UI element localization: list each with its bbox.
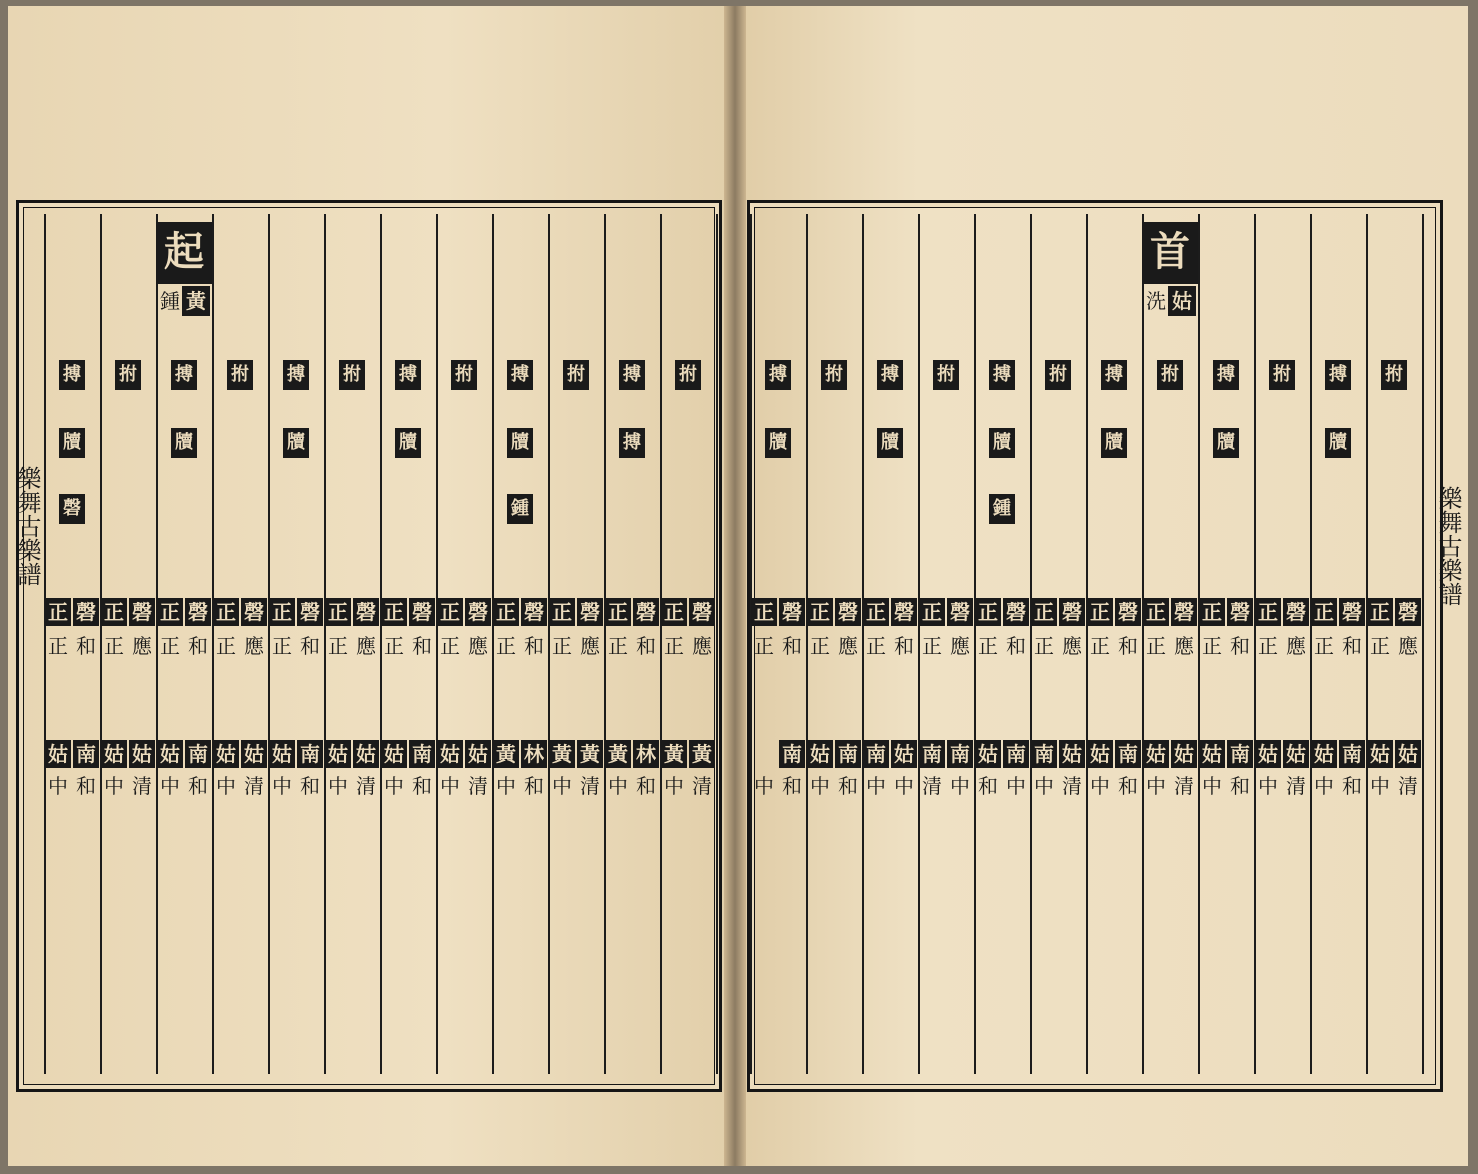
mode-cell: 和 [894,634,914,658]
pattern-cell: 搏 [283,360,309,390]
header-subtitle-white: 洗 [1146,289,1166,313]
mode-cell: 應 [580,634,600,658]
pattern-cell: 鍾 [507,494,533,524]
pitch-cell: 南 [185,740,211,768]
pitch-cell: 磬 [1171,598,1197,626]
pattern-cell: 搏 [171,360,197,390]
mode-cell: 清 [468,774,488,798]
pattern-cell: 拊 [1381,360,1407,390]
mode-cell: 正 [922,634,942,658]
mode-cell: 應 [950,634,970,658]
pitch-cell: 正 [45,598,71,626]
pattern-cell: 拊 [451,360,477,390]
mode-cell: 正 [48,634,68,658]
pattern-cell: 牘 [395,428,421,458]
pitch-cell: 姑 [353,740,379,768]
pitch-cell: 正 [1143,598,1169,626]
pitch-cell: 姑 [381,740,407,768]
pitch-cell: 磬 [73,598,99,626]
pitch-cell: 磬 [465,598,491,626]
pitch-cell: 南 [863,740,889,768]
pitch-cell: 姑 [241,740,267,768]
mode-cell: 和 [76,774,96,798]
column-rule [716,214,718,1074]
pattern-cell: 牘 [283,428,309,458]
pattern-cell: 拊 [563,360,589,390]
mode-cell: 清 [244,774,264,798]
pitch-cell: 磬 [633,598,659,626]
mode-cell: 和 [1118,634,1138,658]
pattern-cell: 拊 [227,360,253,390]
mode-cell: 和 [524,634,544,658]
pattern-cell: 牘 [989,428,1015,458]
pitch-cell: 姑 [129,740,155,768]
pitch-cell: 黃 [577,740,603,768]
pitch-cell: 正 [751,598,777,626]
mode-cell: 應 [244,634,264,658]
mode-cell: 中 [1034,774,1054,798]
mode-cell: 清 [922,774,942,798]
mode-cell: 和 [1230,774,1250,798]
pitch-cell: 磬 [689,598,715,626]
mode-cell: 正 [1258,634,1278,658]
mode-cell: 應 [1286,634,1306,658]
mode-cell: 清 [1286,774,1306,798]
pitch-cell: 正 [1367,598,1393,626]
pitch-cell: 磬 [577,598,603,626]
mode-cell: 應 [1062,634,1082,658]
pattern-cell: 搏 [1101,360,1127,390]
pitch-cell: 正 [1199,598,1225,626]
mode-cell: 中 [48,774,68,798]
pitch-cell: 林 [521,740,547,768]
pitch-cell: 南 [1227,740,1253,768]
pitch-cell: 正 [213,598,239,626]
pitch-cell: 磬 [779,598,805,626]
mode-cell: 和 [782,774,802,798]
pattern-cell: 搏 [619,428,645,458]
mode-cell: 中 [272,774,292,798]
mode-cell: 正 [496,634,516,658]
pitch-cell: 姑 [1143,740,1169,768]
mode-cell: 正 [552,634,572,658]
pitch-cell: 南 [835,740,861,768]
pattern-cell: 牘 [507,428,533,458]
pitch-cell: 正 [863,598,889,626]
pitch-cell: 姑 [1059,740,1085,768]
pitch-cell: 姑 [465,740,491,768]
header-subtitle-white: 鍾 [160,289,180,313]
mode-cell: 中 [1370,774,1390,798]
pitch-cell: 姑 [1283,740,1309,768]
mode-cell: 和 [1342,774,1362,798]
pitch-cell: 正 [437,598,463,626]
mode-cell: 正 [608,634,628,658]
pitch-cell: 磬 [241,598,267,626]
mode-cell: 應 [356,634,376,658]
pitch-cell: 磬 [891,598,917,626]
pitch-cell: 姑 [1171,740,1197,768]
pitch-cell: 磬 [353,598,379,626]
pitch-cell: 姑 [101,740,127,768]
pitch-cell: 姑 [807,740,833,768]
mode-cell: 和 [188,634,208,658]
pattern-cell: 拊 [675,360,701,390]
mode-cell: 中 [1314,774,1334,798]
pitch-cell: 正 [1255,598,1281,626]
pitch-cell: 磬 [1339,598,1365,626]
pitch-cell: 磬 [297,598,323,626]
pitch-cell: 磬 [835,598,861,626]
pitch-cell: 磬 [1395,598,1421,626]
pitch-cell: 姑 [45,740,71,768]
pitch-cell: 正 [549,598,575,626]
pitch-cell: 正 [493,598,519,626]
mode-cell: 和 [838,774,858,798]
pitch-cell: 磬 [1227,598,1253,626]
pitch-cell: 姑 [1087,740,1113,768]
pitch-cell: 正 [605,598,631,626]
header-title: 起 [156,222,212,284]
mode-cell: 中 [160,774,180,798]
mode-cell: 正 [328,634,348,658]
pitch-cell: 南 [779,740,805,768]
mode-cell: 和 [524,774,544,798]
mode-cell: 和 [1006,634,1026,658]
pitch-cell: 黃 [549,740,575,768]
pattern-cell: 牘 [1325,428,1351,458]
mode-cell: 正 [664,634,684,658]
pitch-cell: 南 [1003,740,1029,768]
pitch-cell: 正 [381,598,407,626]
pitch-cell: 南 [297,740,323,768]
mode-cell: 清 [132,774,152,798]
pattern-cell: 牘 [765,428,791,458]
mode-cell: 和 [1342,634,1362,658]
mode-cell: 中 [552,774,572,798]
mode-cell: 中 [496,774,516,798]
mode-cell: 正 [1034,634,1054,658]
pattern-cell: 搏 [1213,360,1239,390]
pitch-cell: 磬 [947,598,973,626]
mode-cell: 清 [692,774,712,798]
pitch-cell: 磬 [129,598,155,626]
pitch-cell: 黃 [661,740,687,768]
mode-cell: 和 [636,634,656,658]
mode-cell: 和 [1118,774,1138,798]
mode-cell: 正 [104,634,124,658]
pattern-cell: 鍾 [989,494,1015,524]
mode-cell: 中 [754,774,774,798]
pitch-cell: 姑 [1255,740,1281,768]
column-rule [1422,214,1424,1074]
mode-cell: 正 [160,634,180,658]
mode-cell: 中 [1146,774,1166,798]
mode-cell: 正 [1314,634,1334,658]
pitch-cell: 正 [1311,598,1337,626]
pitch-cell: 正 [325,598,351,626]
header-subtitle-black: 姑 [1168,286,1196,316]
mode-cell: 中 [608,774,628,798]
pitch-cell: 正 [661,598,687,626]
pitch-cell: 姑 [975,740,1001,768]
mode-cell: 中 [1006,774,1026,798]
mode-cell: 正 [272,634,292,658]
pitch-cell: 南 [947,740,973,768]
mode-cell: 正 [384,634,404,658]
mode-cell: 中 [664,774,684,798]
pitch-cell: 姑 [1395,740,1421,768]
pitch-cell: 正 [101,598,127,626]
mode-cell: 清 [580,774,600,798]
mode-cell: 和 [636,774,656,798]
mode-cell: 應 [838,634,858,658]
mode-cell: 和 [300,634,320,658]
pitch-cell: 磬 [1115,598,1141,626]
pattern-cell: 拊 [821,360,847,390]
mode-cell: 正 [1202,634,1222,658]
mode-cell: 和 [412,634,432,658]
pitch-cell: 南 [1031,740,1057,768]
pitch-cell: 正 [1087,598,1113,626]
mode-cell: 中 [1202,774,1222,798]
pattern-cell: 搏 [395,360,421,390]
mode-cell: 應 [692,634,712,658]
pattern-cell: 拊 [1045,360,1071,390]
mode-cell: 清 [1062,774,1082,798]
pattern-cell: 拊 [115,360,141,390]
pitch-cell: 姑 [157,740,183,768]
mode-cell: 和 [412,774,432,798]
pitch-cell: 磬 [185,598,211,626]
pitch-cell: 磬 [1003,598,1029,626]
pattern-cell: 牘 [1213,428,1239,458]
mode-cell: 和 [978,774,998,798]
pattern-cell: 拊 [1157,360,1183,390]
pitch-cell: 姑 [325,740,351,768]
pitch-cell: 南 [409,740,435,768]
pitch-cell: 姑 [213,740,239,768]
pitch-cell: 姑 [269,740,295,768]
pitch-cell: 正 [807,598,833,626]
mode-cell: 應 [1174,634,1194,658]
mode-cell: 和 [1230,634,1250,658]
pattern-cell: 搏 [59,360,85,390]
mode-cell: 應 [132,634,152,658]
mode-cell: 中 [810,774,830,798]
pitch-cell: 正 [269,598,295,626]
pitch-cell: 林 [633,740,659,768]
pitch-cell: 正 [919,598,945,626]
pitch-cell: 黃 [605,740,631,768]
mode-cell: 應 [468,634,488,658]
left-margin-title: 樂舞古樂譜 [13,466,41,586]
pattern-cell: 牘 [1101,428,1127,458]
pattern-cell: 搏 [989,360,1015,390]
mode-cell: 中 [104,774,124,798]
pitch-cell: 正 [975,598,1001,626]
pitch-cell: 姑 [437,740,463,768]
pattern-cell: 拊 [339,360,365,390]
mode-cell: 正 [1090,634,1110,658]
pitch-cell: 南 [1115,740,1141,768]
mode-cell: 和 [782,634,802,658]
pattern-cell: 磬 [59,494,85,524]
mode-cell: 中 [1258,774,1278,798]
mode-cell: 和 [188,774,208,798]
mode-cell: 正 [810,634,830,658]
mode-cell: 中 [384,774,404,798]
pattern-cell: 搏 [619,360,645,390]
pitch-cell: 磬 [1059,598,1085,626]
mode-cell: 正 [866,634,886,658]
mode-cell: 和 [300,774,320,798]
pattern-cell: 拊 [1269,360,1295,390]
pattern-cell: 搏 [765,360,791,390]
pitch-cell: 黃 [493,740,519,768]
mode-cell: 正 [1370,634,1390,658]
pattern-cell: 搏 [507,360,533,390]
pitch-cell: 姑 [1311,740,1337,768]
mode-cell: 正 [1146,634,1166,658]
mode-cell: 正 [754,634,774,658]
pitch-cell: 正 [157,598,183,626]
mode-cell: 中 [866,774,886,798]
mode-cell: 中 [894,774,914,798]
mode-cell: 中 [1090,774,1110,798]
pitch-cell: 南 [1339,740,1365,768]
pattern-cell: 搏 [877,360,903,390]
pattern-cell: 牘 [171,428,197,458]
pitch-cell: 南 [73,740,99,768]
mode-cell: 清 [1398,774,1418,798]
mode-cell: 正 [978,634,998,658]
mode-cell: 中 [950,774,970,798]
pitch-cell: 南 [919,740,945,768]
pattern-cell: 搏 [1325,360,1351,390]
mode-cell: 和 [76,634,96,658]
mode-cell: 中 [328,774,348,798]
pattern-cell: 牘 [59,428,85,458]
mode-cell: 正 [440,634,460,658]
mode-cell: 應 [1398,634,1418,658]
pitch-cell: 黃 [689,740,715,768]
mode-cell: 清 [356,774,376,798]
pitch-cell: 磬 [521,598,547,626]
mode-cell: 清 [1174,774,1194,798]
pattern-cell: 牘 [877,428,903,458]
pitch-cell: 磬 [409,598,435,626]
right-margin-title: 樂舞古樂譜 [1434,486,1462,606]
header-subtitle-black: 黃 [182,286,210,316]
mode-cell: 正 [216,634,236,658]
mode-cell: 中 [440,774,460,798]
pitch-cell: 姑 [1199,740,1225,768]
pitch-cell: 姑 [1367,740,1393,768]
pitch-cell: 姑 [891,740,917,768]
pitch-cell: 正 [1031,598,1057,626]
pattern-cell: 拊 [933,360,959,390]
header-title: 首 [1142,222,1198,284]
pitch-cell: 磬 [1283,598,1309,626]
mode-cell: 中 [216,774,236,798]
